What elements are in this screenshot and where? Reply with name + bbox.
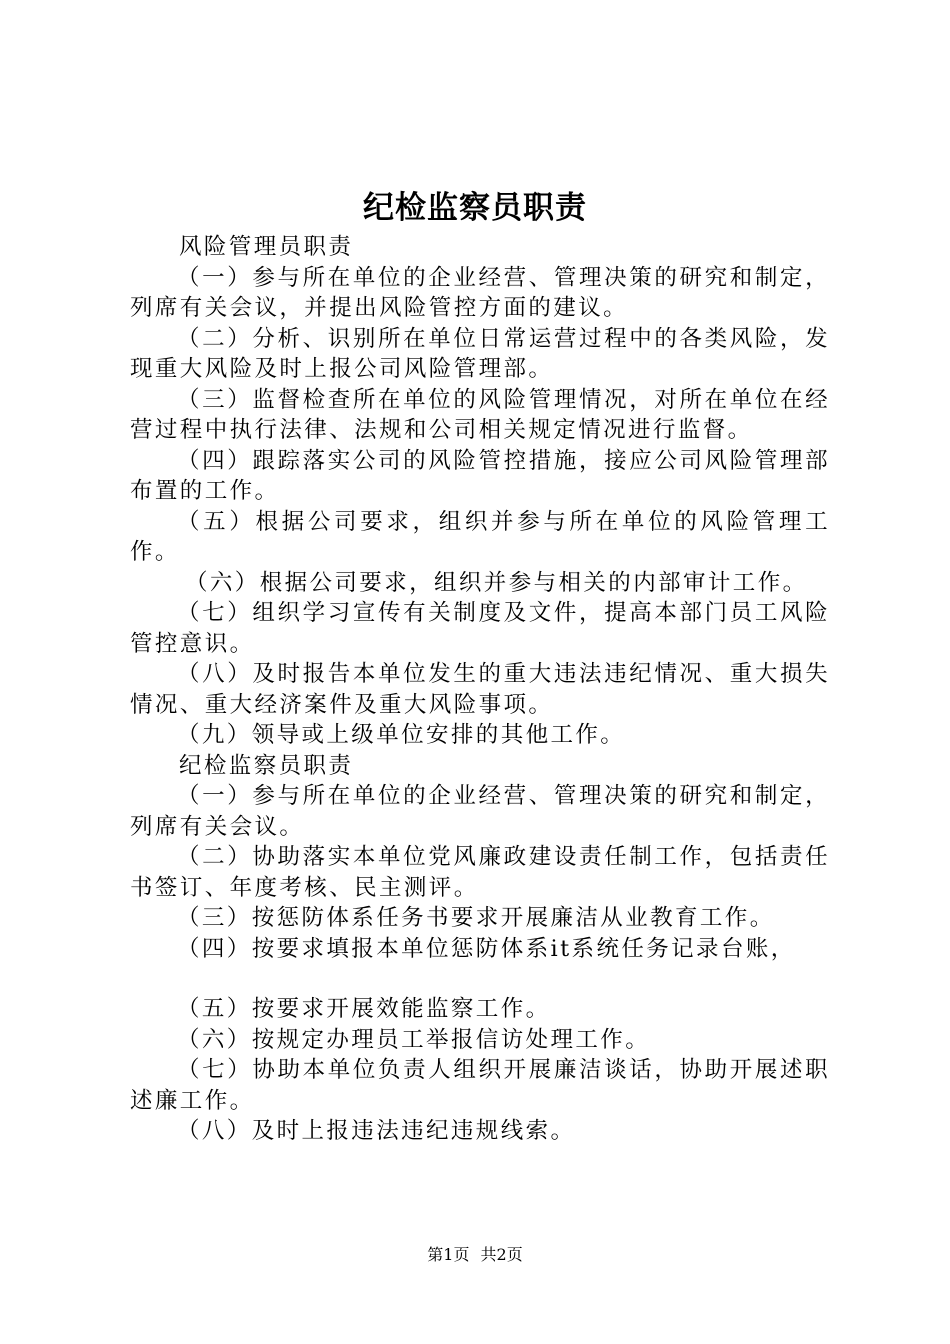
discipline-duty-item: （七）协助本单位负责人组织开展廉洁谈话，协助开展述职述廉工作。: [130, 1057, 830, 1114]
discipline-duty-item: （三）按惩防体系任务书要求开展廉洁从业教育工作。: [177, 905, 775, 931]
risk-duty-item: （三）监督检查所在单位的风险管理情况，对所在单位在经营过程中执行法律、法规和公司相关规定情况进行监督。: [130, 386, 830, 443]
discipline-duty-item: （一）参与所在单位的企业经营、管理决策的研究和制定，列席有关会议。: [130, 783, 830, 840]
discipline-duty-item: （四）按要求填报本单位惩防体系it系统任务记录台账，: [177, 935, 796, 962]
risk-duty-item: （四）跟踪落实公司的风险管控措施，接应公司风险管理部布置的工作。: [130, 447, 830, 504]
risk-duty-item: （五）根据公司要求，组织并参与所在单位的风险管理工作。: [130, 508, 830, 565]
section-heading-risk-manager: 风险管理员职责: [179, 234, 354, 260]
page-number: 第1页: [427, 1245, 470, 1264]
page-total: 共2页: [480, 1245, 523, 1264]
document-title: 纪检监察员职责: [363, 190, 587, 226]
page-footer: [0, 1244, 950, 1266]
blank-line: [130, 964, 830, 994]
discipline-duty-item: （五）按要求开展效能监察工作。: [177, 996, 551, 1022]
risk-duty-item: （九）领导或上级单位安排的其他工作。: [177, 722, 626, 748]
document-body: [130, 232, 830, 1147]
risk-duty-item: （六）根据公司要求，组织并参与相关的内部审计工作。: [185, 569, 808, 596]
section-heading-discipline-inspector: 纪检监察员职责: [179, 752, 354, 779]
discipline-duty-item: （二）协助落实本单位党风廉政建设责任制工作，包括责任书签订、年度考核、民主测评。: [130, 844, 830, 901]
risk-duty-item: （八）及时报告本单位发生的重大违法违纪情况、重大损失情况、重大经济案件及重大风险事项。: [130, 661, 830, 718]
discipline-duty-item: （六）按规定办理员工举报信访处理工作。: [177, 1026, 651, 1053]
risk-duty-item: （七）组织学习宣传有关制度及文件，提高本部门员工风险管控意识。: [130, 600, 830, 657]
risk-duty-item: （二）分析、识别所在单位日常运营过程中的各类风险，发现重大风险及时上报公司风险管理部。: [130, 325, 830, 382]
risk-duty-item: （一）参与所在单位的企业经营、管理决策的研究和制定，列席有关会议，并提出风险管控方面的建议。: [130, 264, 830, 321]
discipline-duty-item: （八）及时上报违法违纪违规线索。: [177, 1118, 576, 1144]
